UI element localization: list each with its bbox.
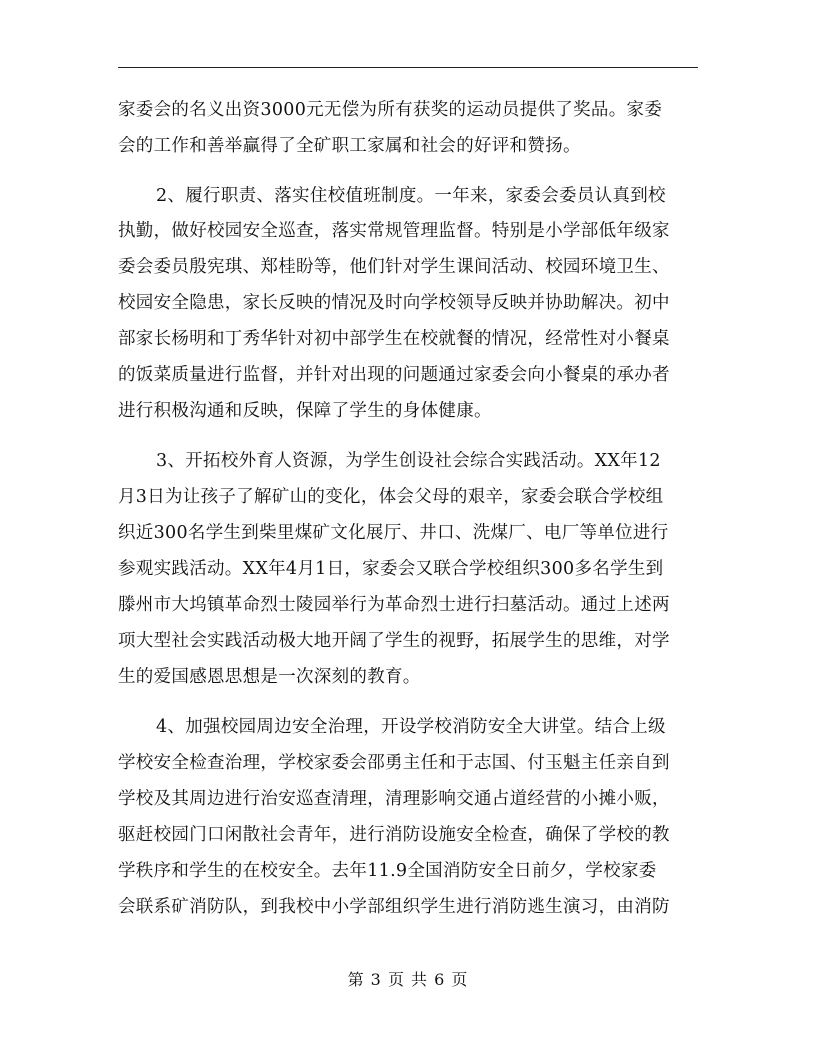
text-line: 会的工作和善举赢得了全矿职工家属和社会的好评和赞扬。 bbox=[118, 136, 581, 156]
text-line: 织近300名学生到柴里煤矿文化展厅、井口、洗煤厂、电厂等单位进行 bbox=[118, 523, 669, 543]
text-line: 执勤，做好校园安全巡查，落实常规管理监督。特别是小学部低年级家 bbox=[118, 221, 670, 241]
text-line: 会联系矿消防队，到我校中小学部组织学生进行消防逃生演习，由消防 bbox=[118, 897, 670, 917]
text-line: 滕州市大坞镇革命烈士陵园举行为革命烈士进行扫墓活动。通过上述两 bbox=[118, 595, 670, 615]
text-line: 项大型社会实践活动极大地开阔了学生的视野，拓展学生的思维，对学 bbox=[118, 631, 670, 651]
text-line: 参观实践活动。XX年4月1日，家委会又联合学校组织300多名学生到 bbox=[118, 559, 664, 579]
text-line: 的饭菜质量进行监督，并针对出现的问题通过家委会向小餐桌的承办者 bbox=[118, 365, 670, 385]
header-rule bbox=[118, 67, 698, 68]
text-line: 学校及其周边进行治安巡查清理，清理影响交通占道经营的小摊小贩， bbox=[118, 789, 670, 809]
text-line: 2、履行职责、落实住校值班制度。一年来，家委会委员认真到校 bbox=[156, 186, 666, 206]
text-line: 进行积极沟通和反映，保障了学生的身体健康。 bbox=[118, 401, 492, 421]
text-line: 3、开拓校外育人资源，为学生创设社会综合实践活动。XX年12 bbox=[156, 451, 661, 471]
text-line: 驱赶校园门口闲散社会青年，进行消防设施安全检查，确保了学校的教 bbox=[118, 825, 670, 845]
page-number: 第 3 页 共 6 页 bbox=[347, 970, 469, 989]
text-line: 4、加强校园周边安全治理，开设学校消防安全大讲堂。结合上级 bbox=[156, 717, 666, 737]
text-line: 学秩序和学生的在校安全。去年11.9全国消防安全日前夕，学校家委 bbox=[118, 861, 657, 881]
text-line: 学校安全检查治理，学校家委会邵勇主任和于志国、付玉魁主任亲自到 bbox=[118, 753, 670, 773]
text-line: 月3日为让孩子了解矿山的变化，体会父母的艰辛，家委会联合学校组 bbox=[118, 487, 664, 507]
text-line: 部家长杨明和丁秀华针对初中部学生在校就餐的情况，经常性对小餐桌 bbox=[118, 329, 670, 349]
text-line: 生的爱国感恩思想是一次深刻的教育。 bbox=[118, 667, 421, 687]
text-line: 校园安全隐患，家长反映的情况及时向学校领导反映并协助解决。初中 bbox=[118, 293, 670, 313]
text-line: 家委会的名义出资3000元无偿为所有获奖的运动员提供了奖品。家委 bbox=[118, 100, 663, 120]
text-line: 委会委员殷宪琪、郑桂盼等，他们针对学生课间活动、校园环境卫生、 bbox=[118, 257, 670, 277]
